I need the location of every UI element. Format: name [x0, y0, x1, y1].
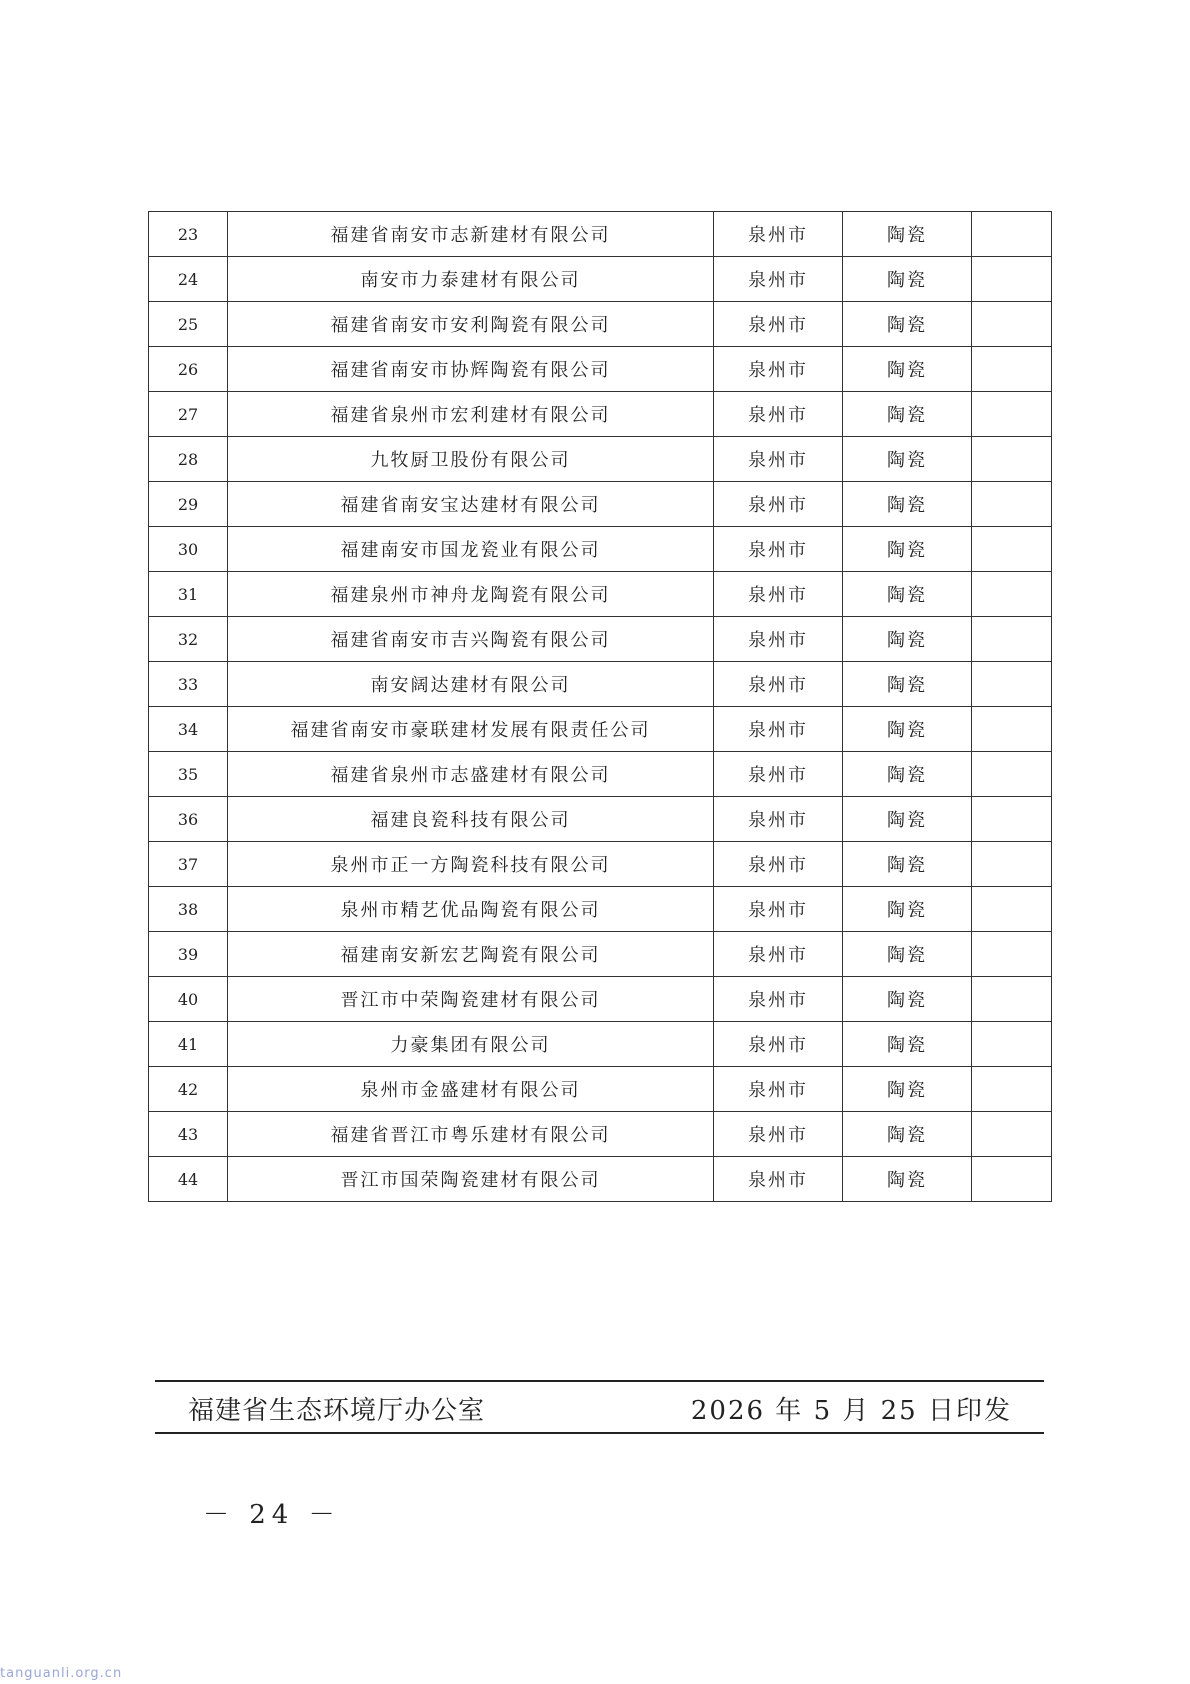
table-row	[149, 257, 1052, 302]
company-name: 晋江市中荣陶瓷建材有限公司	[228, 977, 714, 1022]
table-row	[149, 1022, 1052, 1067]
company-name: 南安市力泰建材有限公司	[228, 257, 714, 302]
table-row	[149, 347, 1052, 392]
row-number: 23	[149, 212, 228, 257]
table-row	[149, 1112, 1052, 1157]
company-name: 福建南安新宏艺陶瓷有限公司	[228, 932, 714, 977]
row-number: 37	[149, 842, 228, 887]
note-cell	[972, 527, 1052, 572]
company-name: 泉州市精艺优品陶瓷有限公司	[228, 887, 714, 932]
company-name: 福建省泉州市志盛建材有限公司	[228, 752, 714, 797]
company-name: 九牧厨卫股份有限公司	[228, 437, 714, 482]
industry-name: 陶瓷	[843, 212, 972, 257]
note-cell	[972, 1157, 1052, 1202]
company-name: 福建省南安市安利陶瓷有限公司	[228, 302, 714, 347]
row-number: 40	[149, 977, 228, 1022]
company-name: 力豪集团有限公司	[228, 1022, 714, 1067]
industry-name: 陶瓷	[843, 887, 972, 932]
company-list-body	[149, 212, 1052, 1202]
city-name: 泉州市	[714, 797, 843, 842]
city-name: 泉州市	[714, 842, 843, 887]
note-cell	[972, 662, 1052, 707]
note-cell	[972, 617, 1052, 662]
table-row	[149, 932, 1052, 977]
note-cell	[972, 1112, 1052, 1157]
company-name: 泉州市正一方陶瓷科技有限公司	[228, 842, 714, 887]
note-cell	[972, 797, 1052, 842]
city-name: 泉州市	[714, 1067, 843, 1112]
city-name: 泉州市	[714, 617, 843, 662]
city-name: 泉州市	[714, 752, 843, 797]
row-number: 34	[149, 707, 228, 752]
city-name: 泉州市	[714, 347, 843, 392]
city-name: 泉州市	[714, 977, 843, 1022]
industry-name: 陶瓷	[843, 572, 972, 617]
row-number: 42	[149, 1067, 228, 1112]
table-row	[149, 617, 1052, 662]
row-number: 31	[149, 572, 228, 617]
city-name: 泉州市	[714, 212, 843, 257]
company-name: 南安阔达建材有限公司	[228, 662, 714, 707]
company-name: 福建省南安宝达建材有限公司	[228, 482, 714, 527]
city-name: 泉州市	[714, 707, 843, 752]
city-name: 泉州市	[714, 527, 843, 572]
city-name: 泉州市	[714, 482, 843, 527]
city-name: 泉州市	[714, 392, 843, 437]
city-name: 泉州市	[714, 572, 843, 617]
industry-name: 陶瓷	[843, 392, 972, 437]
note-cell	[972, 482, 1052, 527]
row-number: 33	[149, 662, 228, 707]
row-number: 39	[149, 932, 228, 977]
city-name: 泉州市	[714, 1112, 843, 1157]
city-name: 泉州市	[714, 932, 843, 977]
note-cell	[972, 977, 1052, 1022]
city-name: 泉州市	[714, 302, 843, 347]
table-row	[149, 842, 1052, 887]
company-name: 福建省泉州市宏利建材有限公司	[228, 392, 714, 437]
note-cell	[972, 887, 1052, 932]
company-name: 福建良瓷科技有限公司	[228, 797, 714, 842]
industry-name: 陶瓷	[843, 752, 972, 797]
note-cell	[972, 707, 1052, 752]
industry-name: 陶瓷	[843, 977, 972, 1022]
row-number: 25	[149, 302, 228, 347]
table-row	[149, 887, 1052, 932]
industry-name: 陶瓷	[843, 1067, 972, 1112]
row-number: 38	[149, 887, 228, 932]
row-number: 35	[149, 752, 228, 797]
table-row	[149, 797, 1052, 842]
industry-name: 陶瓷	[843, 707, 972, 752]
industry-name: 陶瓷	[843, 1022, 972, 1067]
table-row	[149, 572, 1052, 617]
company-name: 泉州市金盛建材有限公司	[228, 1067, 714, 1112]
company-name: 福建南安市国龙瓷业有限公司	[228, 527, 714, 572]
company-list-table	[148, 211, 1052, 1202]
table-row	[149, 212, 1052, 257]
industry-name: 陶瓷	[843, 617, 972, 662]
industry-name: 陶瓷	[843, 527, 972, 572]
note-cell	[972, 932, 1052, 977]
industry-name: 陶瓷	[843, 257, 972, 302]
industry-name: 陶瓷	[843, 662, 972, 707]
note-cell	[972, 1067, 1052, 1112]
company-name: 福建省南安市协辉陶瓷有限公司	[228, 347, 714, 392]
note-cell	[972, 392, 1052, 437]
row-number: 29	[149, 482, 228, 527]
page-number: － 24 －	[203, 1500, 341, 1530]
note-cell	[972, 302, 1052, 347]
row-number: 32	[149, 617, 228, 662]
issuance-footer	[155, 1380, 1044, 1434]
note-cell	[972, 212, 1052, 257]
city-name: 泉州市	[714, 887, 843, 932]
note-cell	[972, 437, 1052, 482]
note-cell	[972, 347, 1052, 392]
row-number: 27	[149, 392, 228, 437]
note-cell	[972, 752, 1052, 797]
note-cell	[972, 1022, 1052, 1067]
company-name: 福建泉州市神舟龙陶瓷有限公司	[228, 572, 714, 617]
company-name: 福建省南安市豪联建材发展有限责任公司	[228, 707, 714, 752]
row-number: 28	[149, 437, 228, 482]
note-cell	[972, 257, 1052, 302]
table-row	[149, 392, 1052, 437]
industry-name: 陶瓷	[843, 347, 972, 392]
row-number: 30	[149, 527, 228, 572]
table-row	[149, 437, 1052, 482]
row-number: 44	[149, 1157, 228, 1202]
city-name: 泉州市	[714, 662, 843, 707]
issue-date: 2026 年 5 月 25 日印发	[690, 1396, 1012, 1426]
industry-name: 陶瓷	[843, 932, 972, 977]
table-row	[149, 977, 1052, 1022]
table-row	[149, 302, 1052, 347]
table-row	[149, 527, 1052, 572]
table-row	[149, 1157, 1052, 1202]
industry-name: 陶瓷	[843, 1112, 972, 1157]
row-number: 36	[149, 797, 228, 842]
industry-name: 陶瓷	[843, 1157, 972, 1202]
issuing-office: 福建省生态环境厅办公室	[188, 1396, 486, 1426]
industry-name: 陶瓷	[843, 482, 972, 527]
table-row	[149, 482, 1052, 527]
row-number: 41	[149, 1022, 228, 1067]
city-name: 泉州市	[714, 437, 843, 482]
table-row	[149, 662, 1052, 707]
industry-name: 陶瓷	[843, 437, 972, 482]
table-row	[149, 752, 1052, 797]
industry-name: 陶瓷	[843, 797, 972, 842]
city-name: 泉州市	[714, 1157, 843, 1202]
city-name: 泉州市	[714, 1022, 843, 1067]
company-name: 福建省南安市志新建材有限公司	[228, 212, 714, 257]
company-name: 晋江市国荣陶瓷建材有限公司	[228, 1157, 714, 1202]
note-cell	[972, 572, 1052, 617]
note-cell	[972, 842, 1052, 887]
site-watermark: tanguanli.org.cn	[0, 1666, 123, 1681]
industry-name: 陶瓷	[843, 302, 972, 347]
industry-name: 陶瓷	[843, 842, 972, 887]
city-name: 泉州市	[714, 257, 843, 302]
company-name: 福建省晋江市粤乐建材有限公司	[228, 1112, 714, 1157]
table-row	[149, 1067, 1052, 1112]
row-number: 26	[149, 347, 228, 392]
table-row	[149, 707, 1052, 752]
row-number: 43	[149, 1112, 228, 1157]
row-number: 24	[149, 257, 228, 302]
company-name: 福建省南安市吉兴陶瓷有限公司	[228, 617, 714, 662]
